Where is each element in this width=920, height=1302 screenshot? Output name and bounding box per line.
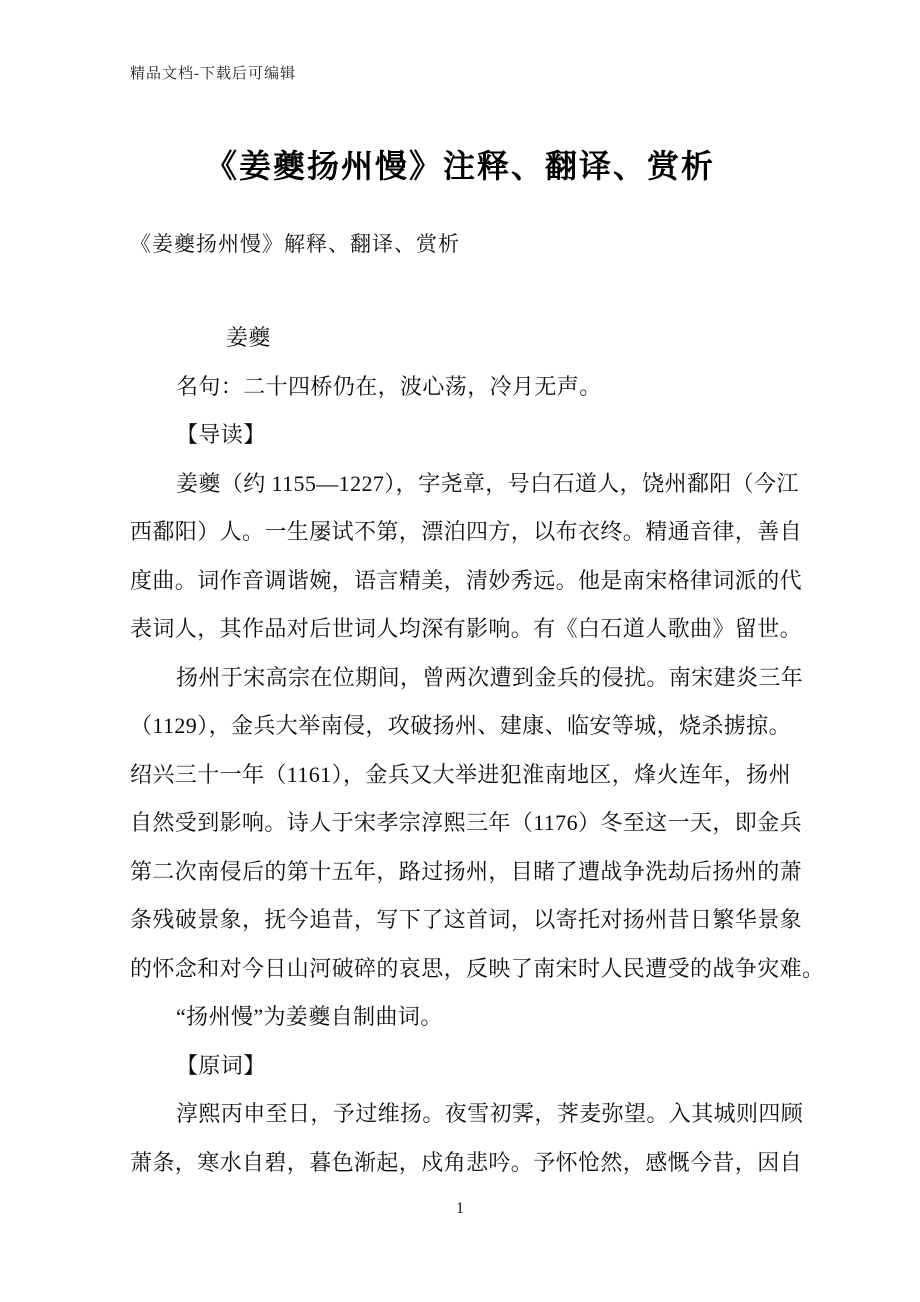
text-line: 条残破景象，抚今追昔，写下了这首词，以寄托对扬州昔日繁华景象 xyxy=(130,907,803,932)
text-line: 的怀念和对今日山河破碎的哀思，反映了南宋时人民遭受的战争灾难。 xyxy=(130,955,825,981)
text-line: 表词人，其作品对后世词人均深有影响。有《白石道人歌曲》留世。 xyxy=(130,616,803,641)
document-subtitle: 《姜夔扬州慢》解释、翻译、赏析 xyxy=(130,232,460,256)
text-line: 淳熙丙申至日，予过维扬。夜雪初霁，荠麦弥望。入其城则四顾 xyxy=(176,1101,804,1126)
text-line: “扬州慢”为姜夔自制曲词。 xyxy=(176,1004,443,1029)
text-line: 西鄱阳）人。一生屡试不第，漂泊四方，以布衣终。精通音律，善自 xyxy=(130,519,803,544)
text-line: 自然受到影响。诗人于宋孝宗淳熙三年（1176）冬至这一天，即金兵 xyxy=(130,810,802,835)
section-heading-yuanci: 【原词】 xyxy=(176,1052,266,1078)
section-heading-daodu: 【导读】 xyxy=(176,422,266,447)
text-line: 第二次南侵后的第十五年，路过扬州，目睹了遭战争洗劫后扬州的萧 xyxy=(130,858,803,884)
famous-quote-line: 名句：二十四桥仍在，波心荡，冷月无声。 xyxy=(176,373,602,399)
text-line: 姜夔（约 1155—1227），字尧章，号白石道人，饶州鄱阳（今江 xyxy=(176,470,799,496)
text-line: 度曲。词作音调谐婉，语言精美，清妙秀远。他是南宋格律词派的代 xyxy=(130,567,803,593)
text-line: 萧条，寒水自碧，暮色渐起，戍角悲吟。予怀怆然，感慨今昔，因自 xyxy=(130,1149,803,1175)
document-body xyxy=(130,314,825,1187)
page-number: 1 xyxy=(456,1200,464,1217)
document-title: 《姜夔扬州慢》注释、翻译、赏析 xyxy=(204,148,715,184)
text-line: （1129），金兵大举南侵，攻破扬州、建康、临安等城，烧杀掳掠。 xyxy=(130,713,791,738)
text-line: 扬州于宋高宗在位期间，曾两次遭到金兵的侵扰。南宋建炎三年 xyxy=(176,664,804,690)
author-line: 姜夔 xyxy=(226,325,271,350)
document-header-note: 精品文档-下载后可编辑 xyxy=(130,66,296,82)
text-line: 绍兴三十一年（1161），金兵又大举进犯淮南地区，烽火连年，扬州 xyxy=(130,761,791,787)
